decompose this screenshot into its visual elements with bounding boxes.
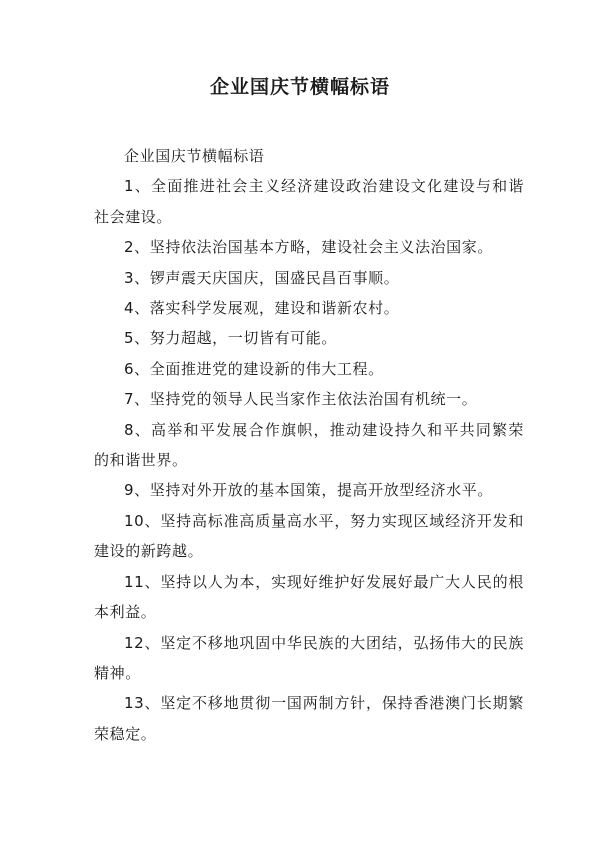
slogan-item: 8、高举和平发展合作旗帜，推动建设持久和平共同繁荣的和谐世界。 (94, 420, 524, 470)
slogan-item: 9、坚持对外开放的基本国策，提高开放型经济水平。 (124, 481, 493, 500)
document-body (94, 141, 524, 749)
slogan-item: 12、坚定不移地巩固中华民族的大团结，弘扬伟大的民族精神。 (94, 633, 524, 682)
slogan-item: 3、锣声震天庆国庆，国盛民昌百事顺。 (124, 268, 400, 287)
document-title: 企业国庆节横幅标语 (209, 76, 390, 98)
slogan-item: 1、全面推进社会主义经济建设政治建设文化建设与和谐社会建设。 (94, 177, 524, 226)
slogan-item: 13、坚定不移地贯彻一国两制方针，保持香港澳门长期繁荣稳定。 (94, 694, 524, 743)
slogan-item: 7、坚持党的领导人民当家作主依法治国有机统一。 (124, 390, 478, 409)
slogan-item: 10、坚持高标准高质量高水平，努力实现区域经济开发和建设的新跨越。 (94, 511, 524, 561)
slogan-item: 4、落实科学发展观，建设和谐新农村。 (124, 299, 400, 318)
slogan-item: 6、全面推进党的建设新的伟大工程。 (124, 359, 384, 378)
slogan-item: 11、坚持以人为本，实现好维护好发展好最广大人民的根本利益。 (94, 572, 524, 622)
slogan-item: 5、努力超越，一切皆有可能。 (124, 329, 337, 348)
slogan-item: 2、坚持依法治国基本方略，建设社会主义法治国家。 (124, 238, 493, 257)
document-subtitle: 企业国庆节横幅标语 (124, 147, 265, 165)
